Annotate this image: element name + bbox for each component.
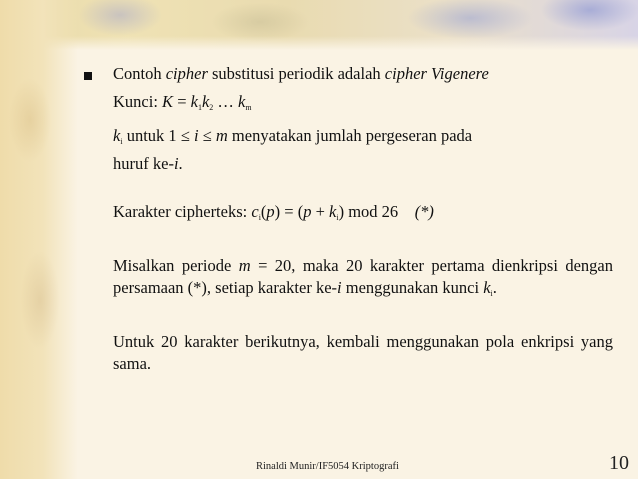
slide-content	[113, 63, 613, 375]
line-vigenere-intro: Contoh cipher substitusi periodik adalah cipher Vigenere	[113, 64, 489, 83]
paragraph-period-example: Misalkan periode m = 20, maka 20 karakter pertama dienkripsi dengan persamaan (*), setiap karakter ke-i menggunakan kunci $k_i$.	[113, 256, 613, 298]
line-key-definition: Kunci: $K = k_1k_2$ … $k_m$	[113, 92, 252, 112]
line-ciphertext-formula: Karakter cipherteks: $c_i(p) = (p + k_i)$ mod 26 (*)	[113, 202, 434, 222]
decorative-left-band	[0, 0, 78, 479]
decorative-top-band	[0, 0, 638, 50]
square-bullet-icon	[84, 72, 92, 80]
line-shift-meaning-cont: huruf ke-i.	[113, 154, 183, 173]
paragraph-next-block: Untuk 20 karakter berikutnya, kembali menggunakan pola enkripsi yang sama.	[113, 332, 613, 373]
footer-author: Rinaldi Munir/IF5054 Kriptografi	[256, 461, 399, 472]
page-number: 10	[609, 452, 629, 474]
line-shift-meaning: $k_i$ untuk 1 ≤ i ≤ m menyatakan jumlah pergeseran pada	[113, 126, 473, 146]
